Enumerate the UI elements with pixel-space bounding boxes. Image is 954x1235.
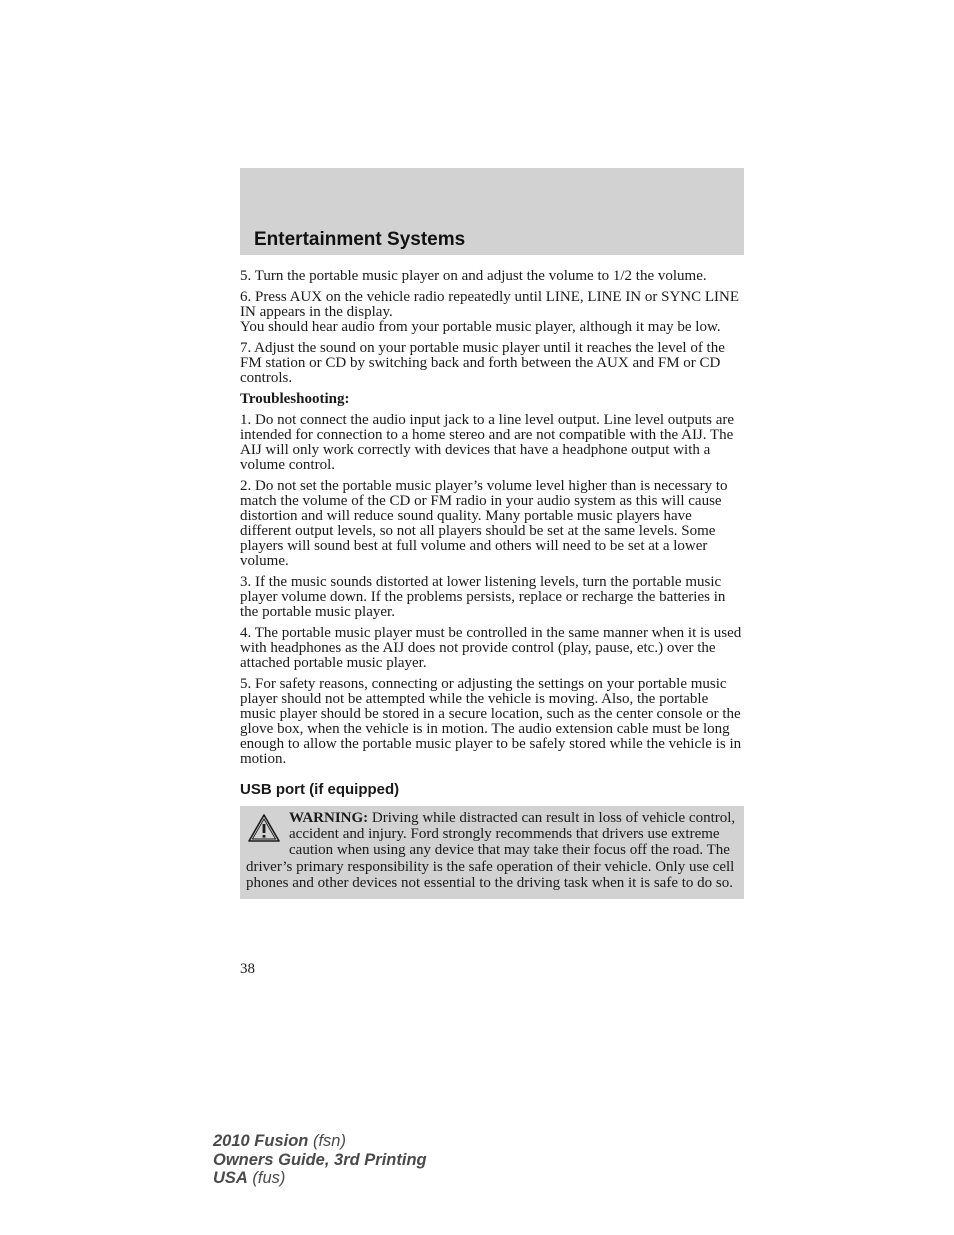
step-6-note: You should hear audio from your portable music player, although it may be low.	[240, 319, 721, 335]
warning-triangle-icon	[247, 813, 281, 843]
footer-line-3: USA (fus)	[213, 1169, 286, 1187]
footer-line-2: Owners Guide, 3rd Printing	[213, 1150, 427, 1169]
page-content	[240, 269, 744, 899]
section-title: Entertainment Systems	[254, 229, 466, 250]
step-7: 7. Adjust the sound on your portable music player until it reaches the level of the FM station or CD by switching back and forth between the AUX and FM or CD controls.	[240, 340, 725, 386]
warning-box	[240, 806, 744, 899]
troubleshooting-item-3: 3. If the music sounds distorted at lower listening levels, turn the portable music player volume down. If the problems persists, replace or recharge the batteries in the portable music player.	[240, 574, 726, 620]
page-number: 38	[240, 961, 255, 977]
section-header-band	[240, 168, 744, 255]
troubleshooting-item-1: 1. Do not connect the audio input jack to a line level output. Line level outputs are intended for connection to a home stereo and are not compatible with the AIJ. The AIJ will only work correctly with devices that have a headphone output with a volume control.	[240, 412, 735, 473]
troubleshooting-item-4: 4. The portable music player must be controlled in the same manner when it is used with headphones as the AIJ does not provide control (play, pause, etc.) over the attached portable music player.	[240, 625, 742, 671]
footer-line-1: 2010 Fusion (fsn)	[213, 1132, 346, 1150]
troubleshooting-item-5: 5. For safety reasons, connecting or adjusting the settings on your portable music player should not be attempted while the vehicle is moving. Also, the portable music player should be stored in a secure location, such as the center console or the glove box, when the vehicle is in motion. The audio extension cable must be long enough to allow the portable music player to be safely stored while the vehicle is in motion.	[240, 676, 742, 767]
warning-label: WARNING:	[289, 810, 369, 826]
step-5: 5. Turn the portable music player on and adjust the volume to 1/2 the volume.	[240, 268, 707, 284]
warning-text: Driving while distracted can result in loss of vehicle control, accident and injury. Ford strongly recommends that drivers use extreme caution when using any device that may take their focus off the road. The driver’s primary responsibility is the safe operation of their vehicle. Only use cell phones and other devices not essential to the driving task when it is safe to do so.	[246, 810, 736, 891]
document-footer	[213, 1132, 427, 1188]
usb-port-heading: USB port (if equipped)	[240, 781, 400, 798]
troubleshooting-item-2: 2. Do not set the portable music player’s volume level higher than is necessary to match the volume of the CD or FM radio in your audio system as this will cause distortion and will reduce sound quality. Many portable music players have different output levels, so not all players should be set at the same levels. Some players will sound best at full volume and others will need to be set at a lower volume.	[240, 478, 728, 569]
troubleshooting-heading: Troubleshooting:	[240, 391, 350, 407]
step-6: 6. Press AUX on the vehicle radio repeatedly until LINE, LINE IN or SYNC LINE IN appears in the display.	[240, 289, 740, 320]
